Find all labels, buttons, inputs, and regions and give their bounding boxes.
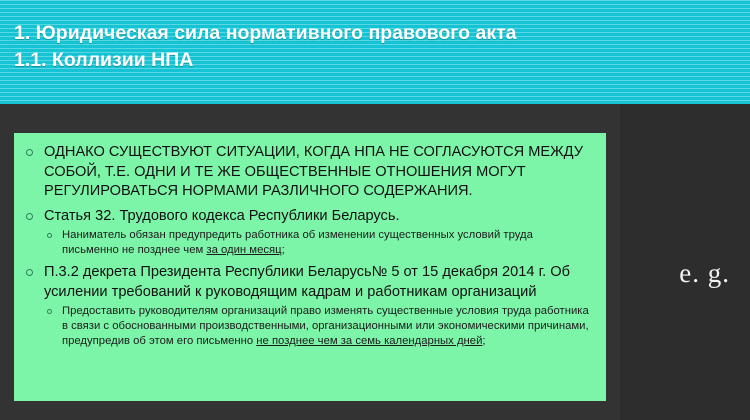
list-item	[24, 143, 592, 202]
sub-text-after: ;	[281, 244, 285, 256]
list-item	[24, 263, 592, 349]
sub-text-before: Наниматель обязан предупредить работника об изменении существенных условий труда письменно не позднее чем	[62, 229, 533, 256]
sub-text-underlined: не позднее чем за семь календарных дней	[256, 335, 483, 347]
bullet-text-2: Статья 32. Трудового кодекса Республики Беларусь.	[44, 207, 400, 224]
bullet-text-1: ОДНАКО СУЩЕСТВУЮТ СИТУАЦИИ, КОГДА НПА НЕ СОГЛАСУЮТСЯ МЕЖДУ СОБОЙ, Т.Е. ОДНИ И ТЕ ЖЕ ОБЩЕСТВЕННЫЕ ОТНОШЕНИЯ МОГУТ РЕГУЛИРОВАТЬСЯ НОРМАМИ РАЗЛИЧНОГО СОДЕРЖАНИЯ.	[44, 144, 583, 199]
sub-text-after: ;	[482, 335, 486, 347]
bullet-icon	[47, 309, 52, 314]
bullet-icon	[26, 269, 33, 276]
list-item	[44, 228, 592, 258]
title-line-2: 1.1. Коллизии НПА	[14, 49, 194, 71]
list-item	[24, 207, 592, 259]
bullet-icon	[26, 213, 33, 220]
sub-bullet-list	[44, 304, 592, 349]
page-title	[14, 20, 574, 74]
content-panel	[14, 133, 606, 401]
list-item	[44, 304, 592, 349]
bullet-icon	[26, 149, 33, 156]
sub-text-underlined: за один месяц	[206, 244, 282, 256]
sub-text-before: Предоставить руководителям организаций право изменять существенные условия труда работника в связи с обоснованными производственными, организационными или экономическими причинами, предупредив об этом его письменно	[62, 305, 589, 347]
bullet-icon	[47, 233, 52, 238]
sub-bullet-list	[44, 228, 592, 258]
side-note: e. g.	[679, 258, 730, 288]
bullet-list	[24, 143, 592, 349]
title-line-1: 1. Юридическая сила нормативного правового акта	[14, 22, 517, 44]
bullet-text-3: П.3.2 декрета Президента Республики Беларусь№ 5 от 15 декабря 2014 г. Об усилении требований к руководящим кадрам и работникам организаций	[44, 264, 570, 300]
